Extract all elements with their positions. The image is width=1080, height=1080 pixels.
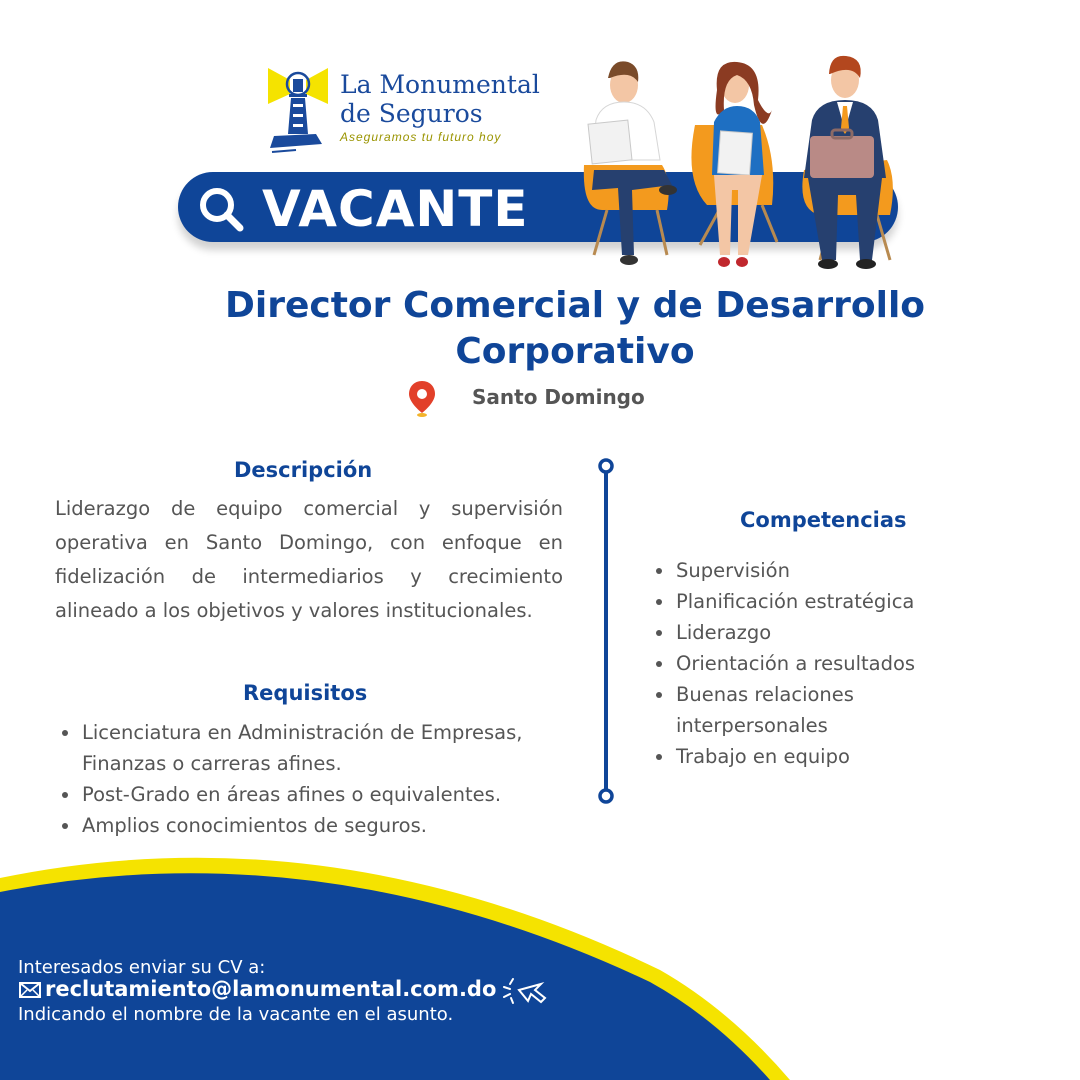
- description-text: Liderazgo de equipo comercial y supervisión operativa en Santo Domingo, con enfoque en fidelización de intermediarios y crecimiento alineado a los objetivos y valores institucionales.: [55, 497, 563, 622]
- list-item: Supervisión: [649, 555, 989, 586]
- list-item: Orientación a resultados: [649, 648, 989, 679]
- list-item: Liderazgo: [649, 617, 989, 648]
- lighthouse-icon: [266, 64, 330, 156]
- list-item: Trabajo en equipo: [649, 741, 989, 772]
- requirements-heading: Requisitos: [243, 681, 368, 705]
- competencies-heading: Competencias: [740, 508, 907, 532]
- description-heading: Descripción: [234, 458, 373, 482]
- click-cursor-icon: [501, 976, 547, 1006]
- mail-icon: [19, 982, 41, 998]
- column-divider: [596, 456, 616, 808]
- logo-tagline: Aseguramos tu futuro hoy: [340, 130, 502, 144]
- contact-intro: Interesados enviar su CV a:: [18, 957, 266, 978]
- logo-brand-line2: de Seguros: [340, 99, 483, 128]
- requirements-list: [55, 717, 585, 841]
- location-pin-icon: [408, 380, 436, 418]
- logo-brand-line1: La Monumental: [340, 70, 540, 99]
- list-item: Licenciatura en Administración de Empresas, Finanzas o carreras afines.: [55, 717, 585, 779]
- search-icon: [196, 184, 248, 236]
- list-item: Buenas relaciones interpersonales: [649, 679, 989, 741]
- list-item: Post-Grado en áreas afines o equivalentes.: [55, 779, 585, 810]
- vacancy-title: VACANTE: [262, 180, 529, 238]
- contact-note: Indicando el nombre de la vacante en el asunto.: [18, 1004, 454, 1025]
- contact-email-link[interactable]: reclutamiento@lamonumental.com.do: [45, 977, 497, 1001]
- job-location: Santo Domingo: [472, 385, 645, 409]
- candidates-illustration: [572, 50, 912, 280]
- list-item: Amplios conocimientos de seguros.: [55, 810, 585, 841]
- company-logo: [266, 64, 540, 156]
- competencies-list: [649, 555, 989, 772]
- job-title: Director Comercial y de Desarrollo Corporativo: [224, 285, 926, 372]
- list-item: Planificación estratégica: [649, 586, 989, 617]
